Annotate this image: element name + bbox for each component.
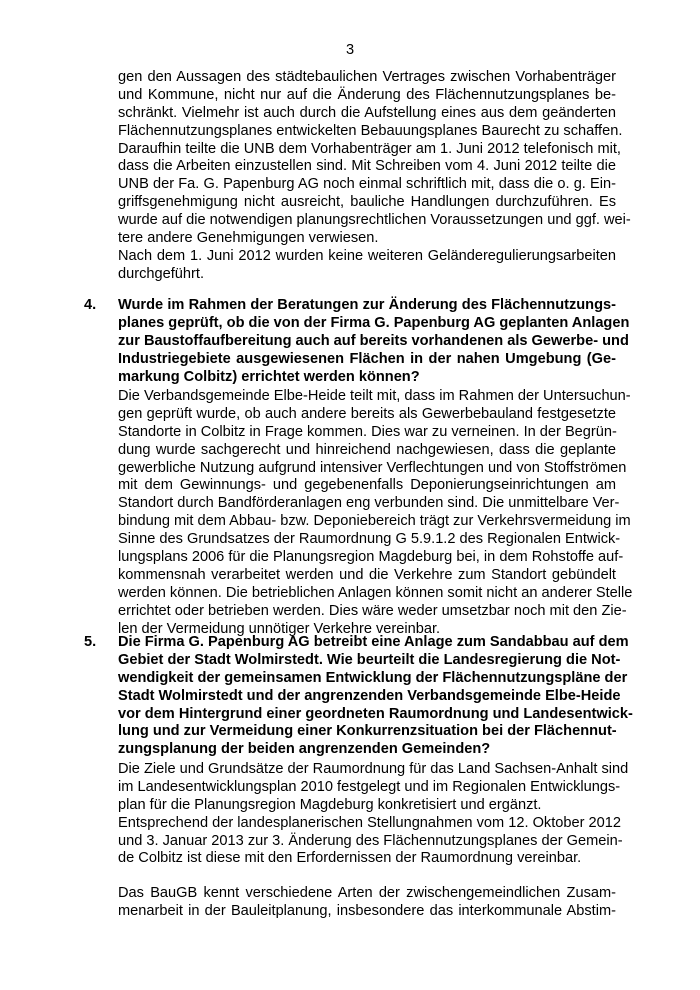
text-line: Das BauGB kennt verschiedene Arten der zwischengemeindlichen Zusam- (118, 885, 616, 901)
text-line: len der Vermeidung unnötiger Verkehre vereinbar. (118, 620, 441, 637)
text-line: Sinne des Grundsatzes der Raumordnung G 5.9.1.2 des Regionalen Entwick- (118, 531, 621, 548)
text-line: gen geprüft wurde, ob auch andere bereits als Gewerbebauland festgesetzte (118, 405, 616, 422)
text-line: Wurde im Rahmen der Beratungen zur Änderung des Flächennutzungs- (118, 297, 616, 313)
text-line: und 3. Januar 2013 zur 3. Änderung des Flächennutzungsplanes der Gemein- (118, 832, 623, 849)
text-line: Nach dem 1. Juni 2012 wurden keine weiteren Geländeregulierungsarbeiten (118, 248, 616, 264)
text-line: werden können. Die betrieblichen Anlagen können somit nicht an anderer Stelle (118, 584, 633, 601)
intro-paragraph-2 (118, 140, 631, 248)
text-line: im Landesentwicklungsplan 2010 festgelegt und im Regionalen Entwicklungs- (118, 778, 621, 795)
text-line: dung wurde sachgerecht und hinreichend nachgewiesen, dass die geplante (118, 441, 616, 458)
text-line: Standort durch Bandförderanlagen eng verbunden sind. Die unmittelbare Ver- (118, 495, 620, 512)
text-line: Stadt Wolmirstedt und der angrenzenden Verbandsgemeinde Elbe-Heide (118, 687, 621, 704)
text-line: dass die Arbeiten einzustellen sind. Mit Schreiben vom 4. Juni 2012 teilte die (118, 158, 616, 175)
text-line: UNB der Fa. G. Papenburg AG noch einmal schriftlich mit, dass die o. g. Ein- (118, 176, 616, 193)
answer-5-paragraph-3 (118, 885, 616, 921)
text-line: durchgeführt. (118, 265, 204, 282)
question-5-number: 5. (84, 634, 97, 650)
text-line: Standorte in Colbitz in Frage kommen. Dies war zu verneinen. In der Begrün- (118, 423, 617, 440)
text-line: gen den Aussagen des städtebaulichen Vertrages zwischen Vorhabenträger (118, 69, 616, 85)
answer-5-paragraph-2 (118, 814, 623, 869)
question-5-text (118, 634, 633, 759)
intro-paragraph-3 (118, 248, 616, 284)
text-line: Gebiet der Stadt Wolmirstedt. Wie beurteilt die Landesregierung die Not- (118, 651, 621, 668)
text-line: Die Verbandsgemeinde Elbe-Heide teilt mit, dass im Rahmen der Untersuchun- (118, 388, 631, 404)
text-line: wendigkeit der gemeinsamen Entwicklung der Flächennutzungspläne der (118, 669, 628, 686)
text-line: vor dem Hintergrund einer geordneten Raumordnung und Landesentwick- (118, 705, 633, 722)
question-4-text (118, 297, 630, 386)
text-line: gewerbliche Nutzung aufgrund intensiver Verflechtungen und von Stoffströmen (118, 459, 627, 476)
text-line: wurde auf die notwendigen planungsrechtlichen Voraussetzungen und ggf. wei- (118, 212, 631, 229)
text-line: Die Firma G. Papenburg AG betreibt eine Anlage zum Sandabbau auf dem (118, 634, 629, 650)
text-line: kommensnah verarbeitet werden und die Verkehre zum Standort gebündelt (118, 566, 616, 583)
text-line: mit dem Gewinnungs- und gegebenenfalls Deponierungseinrichtungen am (118, 477, 616, 494)
text-line: plan für die Planungsregion Magdeburg konkretisiert und ergänzt. (118, 796, 542, 813)
text-line: errichtet oder betrieben werden. Dies wäre weder umsetzbar noch mit den Zie- (118, 602, 627, 619)
text-line: Flächennutzungsplanes entwickelten Bebauungsplanes Baurecht zu schaffen. (118, 122, 623, 139)
text-line: zungsplanung der beiden angrenzenden Gemeinden? (118, 741, 491, 758)
text-line: lung und zur Vermeidung einer Konkurrenzsituation bei der Flächennut- (118, 723, 617, 740)
text-line: markung Colbitz) errichtet werden können? (118, 368, 420, 385)
text-line: lungsplans 2006 für die Planungsregion Magdeburg bei, in dem Rohstoffe auf- (118, 549, 624, 566)
text-line: menarbeit in der Bauleitplanung, insbesondere das interkommunale Abstim- (118, 902, 616, 919)
text-line: tere andere Genehmigungen verwiesen. (118, 230, 379, 247)
answer-5-paragraph-1 (118, 761, 629, 815)
text-line: Daraufhin teilte die UNB dem Vorhabenträger am 1. Juni 2012 telefonisch mit, (118, 140, 621, 157)
text-line: de Colbitz ist diese mit den Erfordernissen der Raumordnung vereinbar. (118, 850, 582, 867)
page-number: 3 (345, 42, 355, 58)
text-line: Die Ziele und Grundsätze der Raumordnung für das Land Sachsen-Anhalt sind (118, 761, 629, 777)
text-line: Entsprechend der landesplanerischen Stellungnahmen vom 12. Oktober 2012 (118, 814, 621, 831)
text-line: bindung mit dem Abbau- bzw. Deponiebereich trägt zur Verkehrsvermeidung im (118, 513, 631, 530)
text-line: schränkt. Vielmehr ist auch durch die Aufstellung eines aus dem geänderten (118, 104, 616, 121)
intro-paragraph-1 (118, 69, 623, 141)
text-line: Industriegebiete ausgewiesenen Flächen in der nahen Umgebung (Ge- (118, 350, 616, 367)
text-line: und Kommune, nicht nur auf die Änderung des Flächennutzungsplanes be- (118, 86, 616, 103)
answer-4-text (118, 388, 633, 638)
text-line: planes geprüft, ob die von der Firma G. Papenburg AG geplanten Anlagen (118, 314, 630, 331)
question-4-number: 4. (84, 297, 97, 313)
text-line: griffsgenehmigung nicht ausreicht, bauliche Handlungen durchzuführen. Es (118, 194, 616, 211)
text-line: zur Baustoffaufbereitung auch auf bereits vorhandenen als Gewerbe- und (118, 332, 629, 349)
